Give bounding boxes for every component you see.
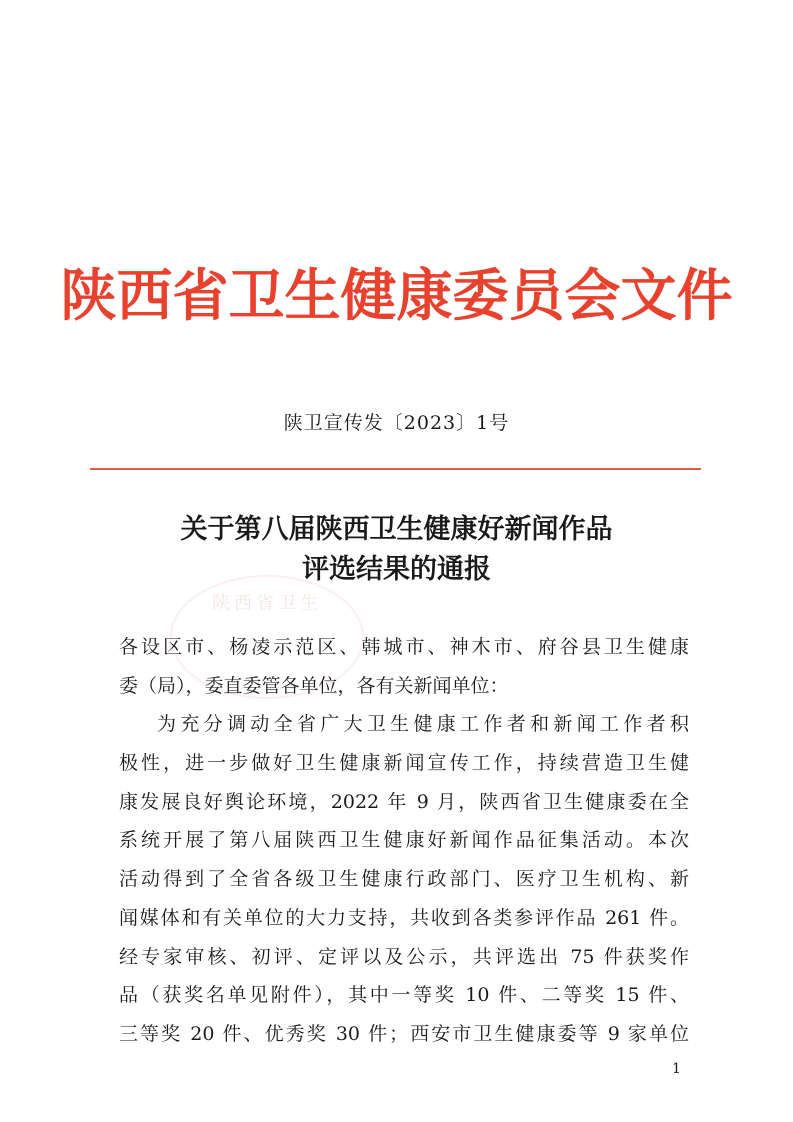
notice-title-line-1: 关于第八届陕西卫生健康好新闻作品 <box>180 514 613 545</box>
body-line: 系统开展了第八届陕西卫生健康好新闻作品征集活动。本次 <box>119 829 689 852</box>
body-line: 品（获奖名单见附件），其中一等奖 10 件、二等奖 15 件、 <box>119 984 689 1007</box>
body-line: 极性，进一步做好卫生健康新闻宣传工作，持续营造卫生健 <box>119 752 689 775</box>
notice-title <box>0 510 793 590</box>
document-header-title: 陕西省卫生健康委员会文件 <box>60 263 733 329</box>
body-line: 经专家审核、初评、定评以及公示，共评选出 75 件获奖作 <box>119 945 689 968</box>
red-divider-line <box>90 468 701 470</box>
notice-title-line-2: 评选结果的通报 <box>302 554 491 585</box>
notice-body <box>119 628 689 1054</box>
body-line: 三等奖 20 件、优秀奖 30 件；西安市卫生健康委等 9 家单位 <box>119 1022 689 1045</box>
body-line: 为充分调动全省广大卫生健康工作者和新闻工作者积 <box>157 713 689 736</box>
body-line: 闻媒体和有关单位的大力支持，共收到各类参评作品 261 件。 <box>119 906 689 929</box>
body-line: 康发展良好舆论环境，2022 年 9 月，陕西省卫生健康委在全 <box>119 790 689 813</box>
seal-text: 陕西省卫生 <box>212 593 322 614</box>
document-number: 陕卫宣传发〔2023〕1号 <box>283 412 510 434</box>
body-line: 活动得到了全省各级卫生健康行政部门、医疗卫生机构、新 <box>119 868 689 891</box>
body-line: 各设区市、杨凌示范区、韩城市、神木市、府谷县卫生健康 <box>119 636 689 658</box>
body-line: 委（局），委直委管各单位，各有关新闻单位： <box>119 674 509 697</box>
page-number: 1 <box>672 1061 681 1077</box>
